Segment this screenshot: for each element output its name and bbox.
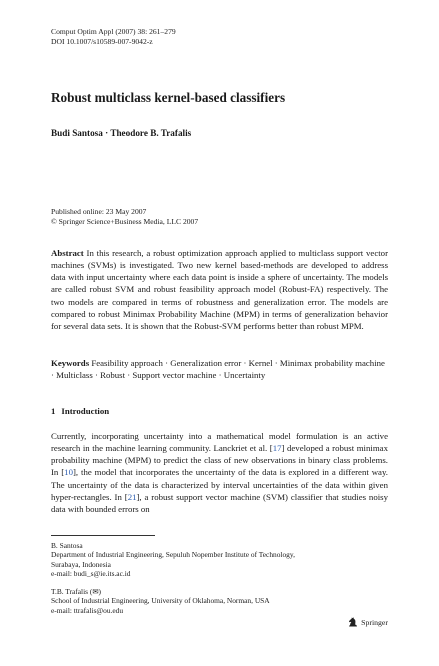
affiliation-name: T.B. Trafalis (✉) — [51, 587, 101, 596]
intro-text: ] developed a robust minimax probability machine (MPM) to predict the class of new observations in binary class problems. In [ — [51, 443, 388, 478]
copyright: © Springer Science+Business Media, LLC 2007 — [51, 216, 199, 226]
affiliation-email[interactable]: e-mail: ttrafalis@ou.edu — [51, 605, 124, 615]
affiliation-santosa — [51, 541, 295, 578]
citation-link[interactable]: 17 — [272, 443, 282, 454]
section-number: 1 — [51, 406, 56, 416]
publication-info — [51, 207, 198, 226]
section-heading — [51, 406, 109, 416]
paper-title: Robust multiclass kernel-based classifiers — [51, 90, 286, 105]
citation-link[interactable]: 21 — [127, 491, 137, 502]
chess-knight-icon — [347, 617, 359, 627]
intro-text: Currently, incorporating uncertainty into a mathematical model formulation is an active research in the machine learning community. Lanckriet et al. [ — [51, 431, 388, 454]
intro-text: ], a robust support vector machine (SVM) classifier that studies noisy data with bounded errors on — [51, 491, 388, 514]
intro-text: ], the model that incorporates the uncertainty of the data is explored in a different way. The uncertainty of the data is characterized by interval uncertainties of the data within given hyper-rectangles. In [ — [51, 467, 388, 502]
journal-citation: Comput Optim Appl (2007) 38: 261–279 — [51, 27, 176, 36]
doi: DOI 10.1007/s10589-007-9042-z — [51, 36, 153, 46]
keywords-text: Feasibility approach · Generalization error · Kernel · Minimax probability machine · Multiclass · Robust · Support vector machine · Uncertainty — [51, 358, 385, 381]
section-title: Introduction — [61, 406, 110, 416]
abstract-label: Abstract — [51, 248, 84, 258]
affiliation-trafalis — [51, 587, 270, 615]
citation-link[interactable]: 10 — [64, 467, 73, 478]
publisher-name: Springer — [361, 617, 388, 627]
author-list: Budi Santosa · Theodore B. Trafalis — [51, 128, 192, 138]
published-date: Published online: 23 May 2007 — [51, 207, 147, 216]
journal-header — [51, 27, 176, 46]
affiliation-dept: School of Industrial Engineering, University of Oklahoma, Norman, USA — [51, 596, 270, 606]
abstract — [51, 247, 388, 332]
affiliation-city: Surabaya, Indonesia — [51, 559, 111, 569]
introduction-paragraph — [51, 430, 388, 515]
affiliation-dept: Department of Industrial Engineering, Sepuluh Nopember Institute of Technology, — [51, 550, 295, 560]
keywords-label: Keywords — [51, 358, 90, 368]
footnote-divider — [51, 535, 155, 536]
publisher-logo — [347, 617, 388, 627]
keywords — [51, 357, 388, 381]
affiliation-name: B. Santosa — [51, 541, 83, 550]
abstract-text: In this research, a robust optimization approach applied to multiclass support vector machines (SVMs) is investigated. Two new kernel based-methods are developed to address data with input uncertainty where each data point is inside a sphere of uncertainty. The models are called robust SVM and robust feasibility approach model (Robust-FA) respectively. The two models are compared in terms of robustness and generalization error. The models are compared to robust Minimax Probability Machine (MPM) in terms of generalization behavior for several data sets. It is shown that the Robust-SVM performs better than robust MPM. — [51, 248, 388, 331]
affiliation-email[interactable]: e-mail: budi_s@ie.its.ac.id — [51, 568, 131, 578]
